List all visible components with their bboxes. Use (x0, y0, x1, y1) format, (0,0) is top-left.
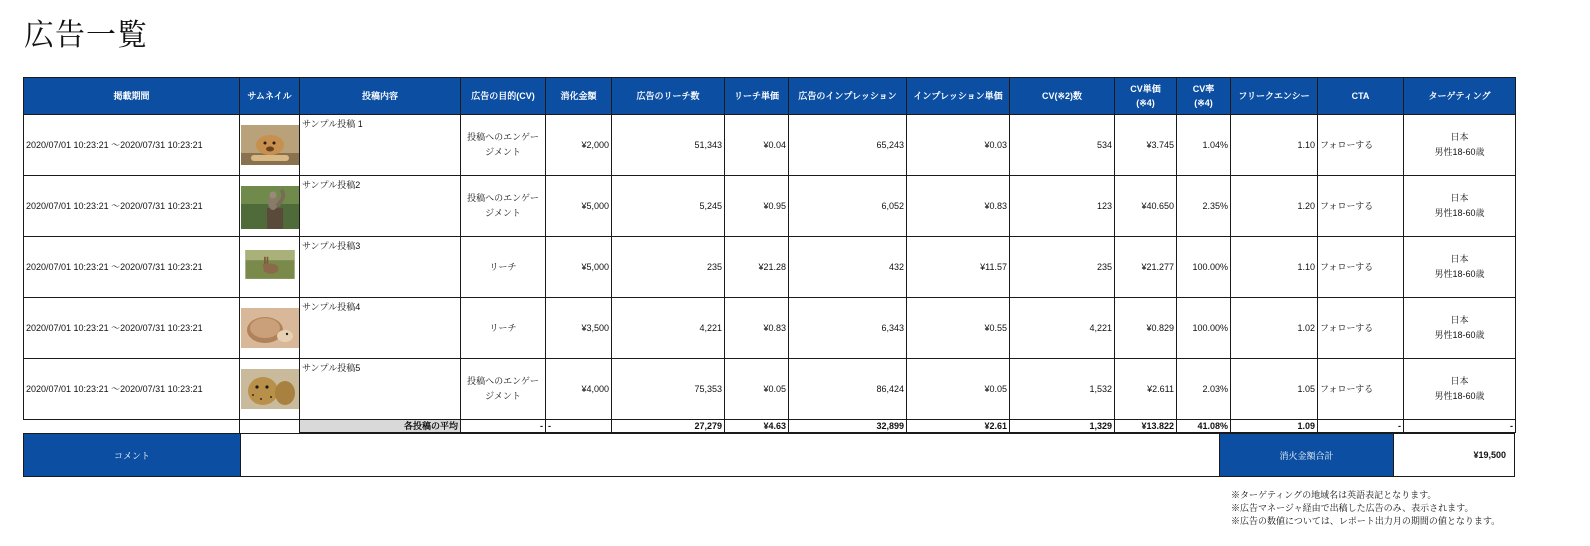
cta-cell: フォローする (1318, 359, 1404, 420)
header-reach-cost: リーチ単価 (725, 78, 789, 115)
cv-rate-cell: 100.00% (1177, 237, 1231, 298)
footnotes (1231, 489, 1500, 528)
cv-cost-cell: ¥0.829 (1115, 298, 1177, 359)
average-reach-cost: ¥4.63 (725, 420, 789, 433)
total-spend-value: ¥19,500 (1473, 450, 1506, 460)
empty-cell (240, 420, 300, 433)
table-row (24, 115, 1516, 176)
average-cv-count: 1,329 (1010, 420, 1115, 433)
cv-cost-cell: ¥40.650 (1115, 176, 1177, 237)
period-cell: 2020/07/01 10:23:21 ～2020/07/31 10:23:21 (24, 115, 240, 176)
cta-cell: フォローする (1318, 298, 1404, 359)
header-targeting: ターゲティング (1404, 78, 1516, 115)
header-cta: CTA (1318, 78, 1404, 115)
targeting-cell: 日本 男性18-60歳 (1404, 176, 1516, 237)
average-impression-cost: ¥2.61 (907, 420, 1010, 433)
header-purpose: 広告の目的(CV) (461, 78, 546, 115)
header-frequency: フリークエンシー (1231, 78, 1318, 115)
thumbnail-cell[interactable] (240, 176, 300, 237)
header-cv-cost: CV単価 (※4) (1115, 78, 1177, 115)
page-title: 広告一覧 (24, 18, 148, 53)
footnote-1: ※ターゲティングの地域名は英語表記となります。 (1231, 490, 1437, 500)
total-spend-label: 消火金額合計 (1219, 434, 1394, 476)
frequency-cell: 1.10 (1231, 237, 1318, 298)
average-impressions: 32,899 (789, 420, 907, 433)
spend-cell: ¥3,500 (546, 298, 612, 359)
purpose-cell: 投稿へのエンゲージメント (461, 176, 546, 237)
frequency-cell: 1.20 (1231, 176, 1318, 237)
cta-cell: フォローする (1318, 237, 1404, 298)
content-cell: サンプル投稿4 (300, 298, 461, 359)
average-reach: 27,279 (612, 420, 725, 433)
comment-field[interactable] (241, 434, 1219, 476)
footnote-3: ※広告の数値については、レポート出力月の期間の値となります。 (1231, 516, 1501, 526)
content-cell: サンプル投稿3 (300, 237, 461, 298)
reach-cost-cell: ¥0.83 (725, 298, 789, 359)
cheetah-thumbnail[interactable] (241, 369, 299, 409)
cv-count-cell: 235 (1010, 237, 1115, 298)
average-cta: - (1318, 420, 1404, 433)
reach-cost-cell: ¥0.95 (725, 176, 789, 237)
impressions-cell: 6,052 (789, 176, 907, 237)
header-thumbnail: サムネイル (240, 78, 300, 115)
reach-cost-cell: ¥21.28 (725, 237, 789, 298)
impression-cost-cell: ¥0.05 (907, 359, 1010, 420)
impressions-cell: 432 (789, 237, 907, 298)
hedgehog-thumbnail[interactable] (241, 308, 299, 348)
reach-cell: 75,353 (612, 359, 725, 420)
impression-cost-cell: ¥0.55 (907, 298, 1010, 359)
thumbnail-cell[interactable] (240, 359, 300, 420)
content-cell: サンプル投稿5 (300, 359, 461, 420)
targeting-cell: 日本 男性18-60歳 (1404, 115, 1516, 176)
frequency-cell: 1.02 (1231, 298, 1318, 359)
purpose-cell: リーチ (461, 298, 546, 359)
average-spend: - (546, 420, 612, 433)
header-period: 掲載期間 (24, 78, 240, 115)
targeting-cell: 日本 男性18-60歳 (1404, 298, 1516, 359)
squirrel-thumbnail[interactable] (241, 183, 299, 229)
reach-cell: 5,245 (612, 176, 725, 237)
table-row (24, 298, 1516, 359)
frequency-cell: 1.05 (1231, 359, 1318, 420)
period-cell: 2020/07/01 10:23:21 ～2020/07/31 10:23:21 (24, 176, 240, 237)
reach-cell: 51,343 (612, 115, 725, 176)
cta-cell: フォローする (1318, 176, 1404, 237)
table-row (24, 237, 1516, 298)
reach-cost-cell: ¥0.05 (725, 359, 789, 420)
purpose-cell: リーチ (461, 237, 546, 298)
table-header-row (24, 78, 1516, 115)
header-content: 投稿内容 (300, 78, 461, 115)
period-cell: 2020/07/01 10:23:21 ～2020/07/31 10:23:21 (24, 298, 240, 359)
spend-cell: ¥2,000 (546, 115, 612, 176)
table-row (24, 176, 1516, 237)
comment-section (23, 433, 1515, 477)
purpose-cell: 投稿へのエンゲージメント (461, 359, 546, 420)
table-row (24, 359, 1516, 420)
average-frequency: 1.09 (1231, 420, 1318, 433)
average-cv-cost: ¥13.822 (1115, 420, 1177, 433)
cv-cost-cell: ¥3.745 (1115, 115, 1177, 176)
cta-cell: フォローする (1318, 115, 1404, 176)
reach-cell: 4,221 (612, 298, 725, 359)
average-purpose: - (461, 420, 546, 433)
impression-cost-cell: ¥0.83 (907, 176, 1010, 237)
thumbnail-cell[interactable] (240, 237, 300, 298)
content-cell: サンプル投稿 1 (300, 115, 461, 176)
reach-cost-cell: ¥0.04 (725, 115, 789, 176)
cv-cost-cell: ¥2.611 (1115, 359, 1177, 420)
average-targeting: - (1404, 420, 1516, 433)
cv-rate-cell: 1.04% (1177, 115, 1231, 176)
reach-cell: 235 (612, 237, 725, 298)
cv-count-cell: 123 (1010, 176, 1115, 237)
header-spend: 消化金額 (546, 78, 612, 115)
frequency-cell: 1.10 (1231, 115, 1318, 176)
average-label: 各投稿の平均 (300, 420, 461, 433)
impression-cost-cell: ¥0.03 (907, 115, 1010, 176)
impression-cost-cell: ¥11.57 (907, 237, 1010, 298)
average-row (24, 420, 1516, 433)
spend-cell: ¥5,000 (546, 176, 612, 237)
rabbit-thumbnail[interactable] (241, 250, 299, 284)
period-cell: 2020/07/01 10:23:21 ～2020/07/31 10:23:21 (24, 359, 240, 420)
lion-cub-thumbnail[interactable] (241, 125, 299, 165)
impressions-cell: 6,343 (789, 298, 907, 359)
cv-rate-cell: 2.03% (1177, 359, 1231, 420)
header-cv-count: CV(※2)数 (1010, 78, 1115, 115)
header-impression-cost: インプレッション単価 (907, 78, 1010, 115)
targeting-cell: 日本 男性18-60歳 (1404, 359, 1516, 420)
spend-cell: ¥5,000 (546, 237, 612, 298)
ad-list-table (23, 77, 1516, 433)
empty-cell (24, 420, 240, 433)
thumbnail-cell[interactable] (240, 298, 300, 359)
targeting-cell: 日本 男性18-60歳 (1404, 237, 1516, 298)
header-impressions: 広告のインプレッション (789, 78, 907, 115)
cv-cost-cell: ¥21.277 (1115, 237, 1177, 298)
average-cv-rate: 41.08% (1177, 420, 1231, 433)
impressions-cell: 86,424 (789, 359, 907, 420)
cv-rate-cell: 2.35% (1177, 176, 1231, 237)
spend-cell: ¥4,000 (546, 359, 612, 420)
header-reach: 広告のリーチ数 (612, 78, 725, 115)
thumbnail-cell[interactable] (240, 115, 300, 176)
cv-count-cell: 1,532 (1010, 359, 1115, 420)
cv-count-cell: 534 (1010, 115, 1115, 176)
header-cv-rate: CV率 (※4) (1177, 78, 1231, 115)
cv-rate-cell: 100.00% (1177, 298, 1231, 359)
purpose-cell: 投稿へのエンゲージメント (461, 115, 546, 176)
footnote-2: ※広告マネージャ経由で出稿した広告のみ、表示されます。 (1231, 503, 1474, 513)
cv-count-cell: 4,221 (1010, 298, 1115, 359)
impressions-cell: 65,243 (789, 115, 907, 176)
comment-label: コメント (24, 434, 241, 476)
content-cell: サンプル投稿2 (300, 176, 461, 237)
period-cell: 2020/07/01 10:23:21 ～2020/07/31 10:23:21 (24, 237, 240, 298)
